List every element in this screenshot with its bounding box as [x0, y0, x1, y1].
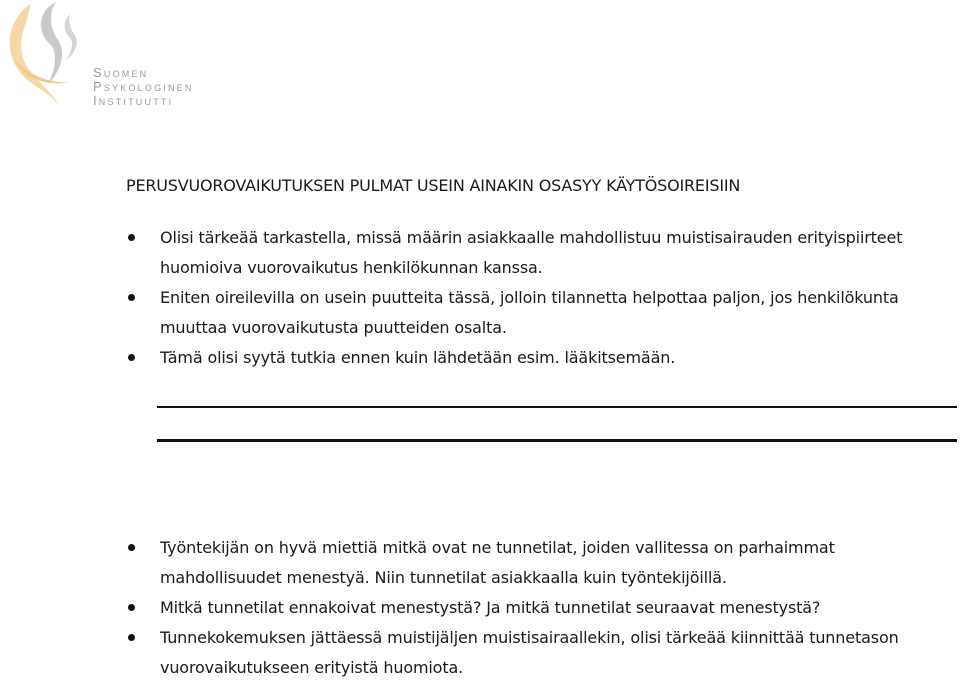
flame-figure-icon	[0, 0, 95, 115]
list-item	[0, 223, 960, 283]
logo-line-1: Suomen	[93, 65, 149, 80]
page-heading: PERUSVUOROVAIKUTUKSEN PULMAT USEIN AINAKIN OSASYY KÄYTÖSOIREISIIN	[126, 176, 741, 195]
bullet-icon	[128, 634, 135, 641]
logo-line-2: Psykologinen	[93, 79, 194, 94]
list-item-text: Olisi tärkeää tarkastella, missä määrin asiakkaalle mahdollistuu muistisairauden erityispiirteet huomioiva vuorovaikutus henkilökunnan kanssa.	[160, 228, 903, 277]
list-item-text: Mitkä tunnetilat ennakoivat menestystä? Ja mitkä tunnetilat seuraavat menestystä?	[160, 598, 821, 617]
list-item-text: Tunnekokemuksen jättäessä muistijäljen muistisairaallekin, olisi tärkeää kiinnittää tunnetason vuorovaikutukseen erityistä huomiota.	[160, 628, 899, 677]
list-item-text: Eniten oireilevilla on usein puutteita tässä, jolloin tilannetta helpottaa paljon, jos henkilökunta muuttaa vuorovaikutusta puutteiden osalta.	[160, 288, 899, 337]
list-item	[0, 533, 960, 593]
bullet-icon	[128, 544, 135, 551]
bullet-list-1	[0, 223, 960, 373]
list-item	[0, 343, 960, 373]
list-item-text: Työntekijän on hyvä miettiä mitkä ovat ne tunnetilat, joiden vallitessa on parhaimmat mahdollisuudet menestyä. Niin tunnetilat asiakkaalla kuin työntekijöillä.	[160, 538, 835, 587]
institute-logo	[0, 0, 220, 120]
divider-line-thick	[157, 439, 957, 442]
bullet-list-2	[0, 533, 960, 683]
divider-line	[157, 406, 957, 408]
bullet-icon	[128, 354, 135, 361]
list-item	[0, 593, 960, 623]
list-item-text: Tämä olisi syytä tutkia ennen kuin lähdetään esim. lääkitsemään.	[160, 348, 676, 367]
logo-line-3: Instituutti	[93, 93, 174, 108]
bullet-icon	[128, 234, 135, 241]
bullet-icon	[128, 604, 135, 611]
bullet-icon	[128, 294, 135, 301]
list-item	[0, 623, 960, 683]
list-item	[0, 283, 960, 343]
